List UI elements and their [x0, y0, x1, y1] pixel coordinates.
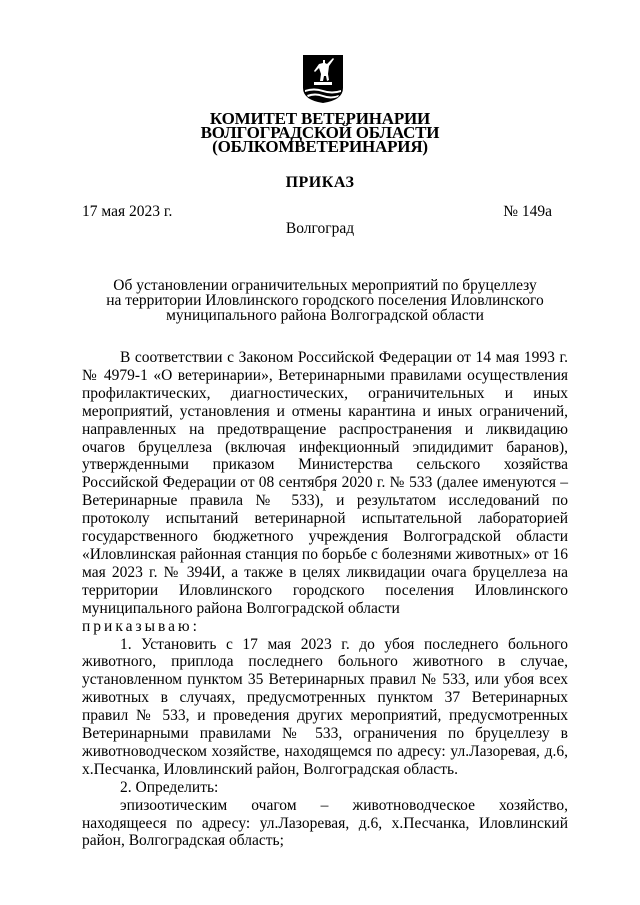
org-name-line2: ВОЛГОГРАДСКОЙ ОБЛАСТИ [200, 123, 440, 142]
body-paragraph-item2-definition: эпизоотическим очагом – животноводческое хозяйство, находящееся по адресу: ул.Лазоревая, д.6, х.Песчанка, Иловлинский район, Волгоградская область; [82, 796, 568, 850]
body-paragraph-item2: 2. Определить: [120, 778, 219, 796]
order-city: Волгоград [285, 220, 355, 237]
body-paragraph-preamble: В соответствии с Законом Российской Федерации от 14 мая 1993 г. № 4979-1 «О ветеринарии», Ветеринарными правилами осуществления профилактических, диагностических, ограничительных и иных мероприятий, установления и отмены карантина и иных ограничений, направленных на предотвращение распространения и ликвидацию очагов бруцеллеза (включая инфекционный эпидидимит баранов), утвержденными приказом Министерства сельского хозяйства Российской Федерации от 08 сентября 2020 г. № 533 (далее именуются – Ветеринарные правила № 533), и результатом исследований по протоколу испытаний ветеринарной испытательной лабораторией государственного бюджетного учреждения Волгоградской области «Иловлинская районная станция по борьбе с болезнями животных» от 16 мая 2023 г. № 394И, а также в целях ликвидации очага бруцеллеза на территории Иловлинского городского поселения Иловлинского муниципального района Волгоградской области [82, 349, 568, 617]
order-date: 17 мая 2023 г. [82, 203, 173, 220]
body-prikazyvayu: приказываю: [82, 617, 200, 635]
subject-line1: Об установлении ограничительных мероприятий по бруцеллезу [113, 277, 537, 294]
order-number: № 149а [503, 203, 552, 220]
order-subject [90, 278, 560, 323]
org-name-line1: КОМИТЕТ ВЕТЕРИНАРИИ [209, 109, 431, 128]
order-body [82, 349, 568, 850]
subject-line2: на территории Иловлинского городского поселения Иловлинского [106, 292, 544, 309]
order-title: ПРИКАЗ [285, 174, 355, 191]
volgograd-coat-of-arms-icon [302, 54, 344, 104]
subject-line3: муниципального района Волгоградской области [166, 307, 484, 324]
body-paragraph-item1: 1. Установить с 17 мая 2023 г. до убоя последнего больного животного, приплода последнего больного животного в случае, установленном пунктом 35 Ветеринарных правил № 533, или убоя всех животных в случаях, предусмотренных пунктом 37 Ветеринарных правил № 533, и проведения других мероприятий, предусмотренных Ветеринарными правилами № 533, ограничения по бруцеллезу в животноводческом хозяйстве, находящемся по адресу: ул.Лазоревая, д.6, х.Песчанка, Иловлинский район, Волгоградская область. [82, 635, 568, 778]
org-name-line3: (ОБЛКОМВЕТЕРИНАРИЯ) [212, 137, 428, 156]
